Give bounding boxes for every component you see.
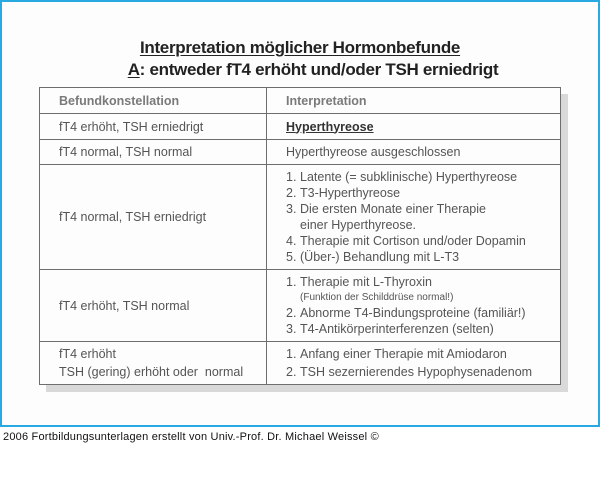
list-text: T3-Hyperthyreose bbox=[300, 186, 401, 200]
interpretation-list bbox=[286, 274, 560, 337]
title-line-2-text: : entweder fT4 erhöht und/oder TSH erniedrigt bbox=[139, 60, 499, 79]
slide-title bbox=[0, 37, 600, 81]
list-text bbox=[300, 201, 560, 233]
list-text: Latente (= subklinische) Hyperthyreose bbox=[300, 170, 518, 184]
list-text-line-2: einer Hyperthyreose. bbox=[300, 218, 417, 232]
list-text: Anfang einer Therapie mit Amiodaron bbox=[300, 347, 507, 361]
header-interpretation: Interpretation bbox=[267, 88, 561, 114]
list-text-note: (Funktion der Schilddrüse normal!) bbox=[300, 292, 454, 303]
interpretation-cell: Hyperthyreose ausgeschlossen bbox=[267, 140, 561, 165]
list-item bbox=[286, 363, 560, 381]
table-row bbox=[40, 114, 561, 140]
list-text: Therapie mit Cortison und/oder Dopamin bbox=[300, 234, 526, 248]
table-row bbox=[40, 270, 561, 342]
interpretation-cell bbox=[267, 114, 561, 140]
table-header-row bbox=[40, 88, 561, 114]
list-number: 2. bbox=[286, 365, 297, 379]
hormone-findings-table bbox=[39, 87, 561, 385]
list-number: 1. bbox=[286, 170, 297, 184]
finding-line-2: TSH (gering) erhöht oder normal bbox=[59, 365, 244, 379]
list-item bbox=[286, 321, 560, 337]
list-text bbox=[300, 274, 560, 305]
interpretation-list bbox=[286, 345, 560, 381]
list-item bbox=[286, 305, 560, 321]
interpretation-cell bbox=[267, 165, 561, 270]
copyright-footer: 2006 Fortbildungsunterlagen erstellt von Univ.-Prof. Dr. Michael Weissel © bbox=[3, 431, 379, 443]
list-item bbox=[286, 169, 560, 185]
list-item bbox=[286, 185, 560, 201]
list-text: T4-Antikörperinterferenzen (selten) bbox=[300, 322, 494, 336]
list-item bbox=[286, 274, 560, 305]
list-number: 3. bbox=[286, 322, 297, 336]
header-befundkonstellation: Befundkonstellation bbox=[40, 88, 267, 114]
finding-cell: fT4 normal, TSH erniedrigt bbox=[40, 165, 267, 270]
title-section-letter: A bbox=[127, 60, 140, 79]
list-item bbox=[286, 345, 560, 363]
table-row bbox=[40, 165, 561, 270]
list-text-line-1: Die ersten Monate einer Therapie bbox=[300, 202, 486, 216]
table-row bbox=[40, 140, 561, 165]
list-item bbox=[286, 233, 560, 249]
list-number: 1. bbox=[286, 347, 297, 361]
finding-cell bbox=[40, 342, 267, 385]
list-number: 2. bbox=[286, 306, 297, 320]
finding-cell: fT4 erhöht, TSH normal bbox=[40, 270, 267, 342]
finding-cell: fT4 normal, TSH normal bbox=[40, 140, 267, 165]
finding-cell: fT4 erhöht, TSH erniedrigt bbox=[40, 114, 267, 140]
interpretation-list bbox=[286, 169, 560, 265]
list-text: (Über-) Behandlung mit L-T3 bbox=[300, 250, 460, 264]
list-number: 5. bbox=[286, 250, 297, 264]
table-row bbox=[40, 342, 561, 385]
finding-line-1: fT4 erhöht bbox=[59, 347, 116, 361]
interpretation-cell bbox=[267, 342, 561, 385]
list-item bbox=[286, 249, 560, 265]
list-number: 1. bbox=[286, 275, 297, 289]
title-line-1: Interpretation möglicher Hormonbefunde bbox=[139, 38, 461, 57]
title-line-2 bbox=[0, 59, 600, 81]
interpretation-cell bbox=[267, 270, 561, 342]
list-text: TSH sezernierendes Hypophysenadenom bbox=[300, 365, 533, 379]
list-number: 2. bbox=[286, 186, 297, 200]
list-text: Abnorme T4-Bindungsproteine (familiär!) bbox=[300, 306, 526, 320]
list-number: 4. bbox=[286, 234, 297, 248]
interpretation-hyperthyreose: Hyperthyreose bbox=[286, 119, 374, 134]
list-text-main: Therapie mit L-Thyroxin bbox=[300, 275, 432, 289]
list-item bbox=[286, 201, 560, 233]
list-number: 3. bbox=[286, 202, 297, 216]
